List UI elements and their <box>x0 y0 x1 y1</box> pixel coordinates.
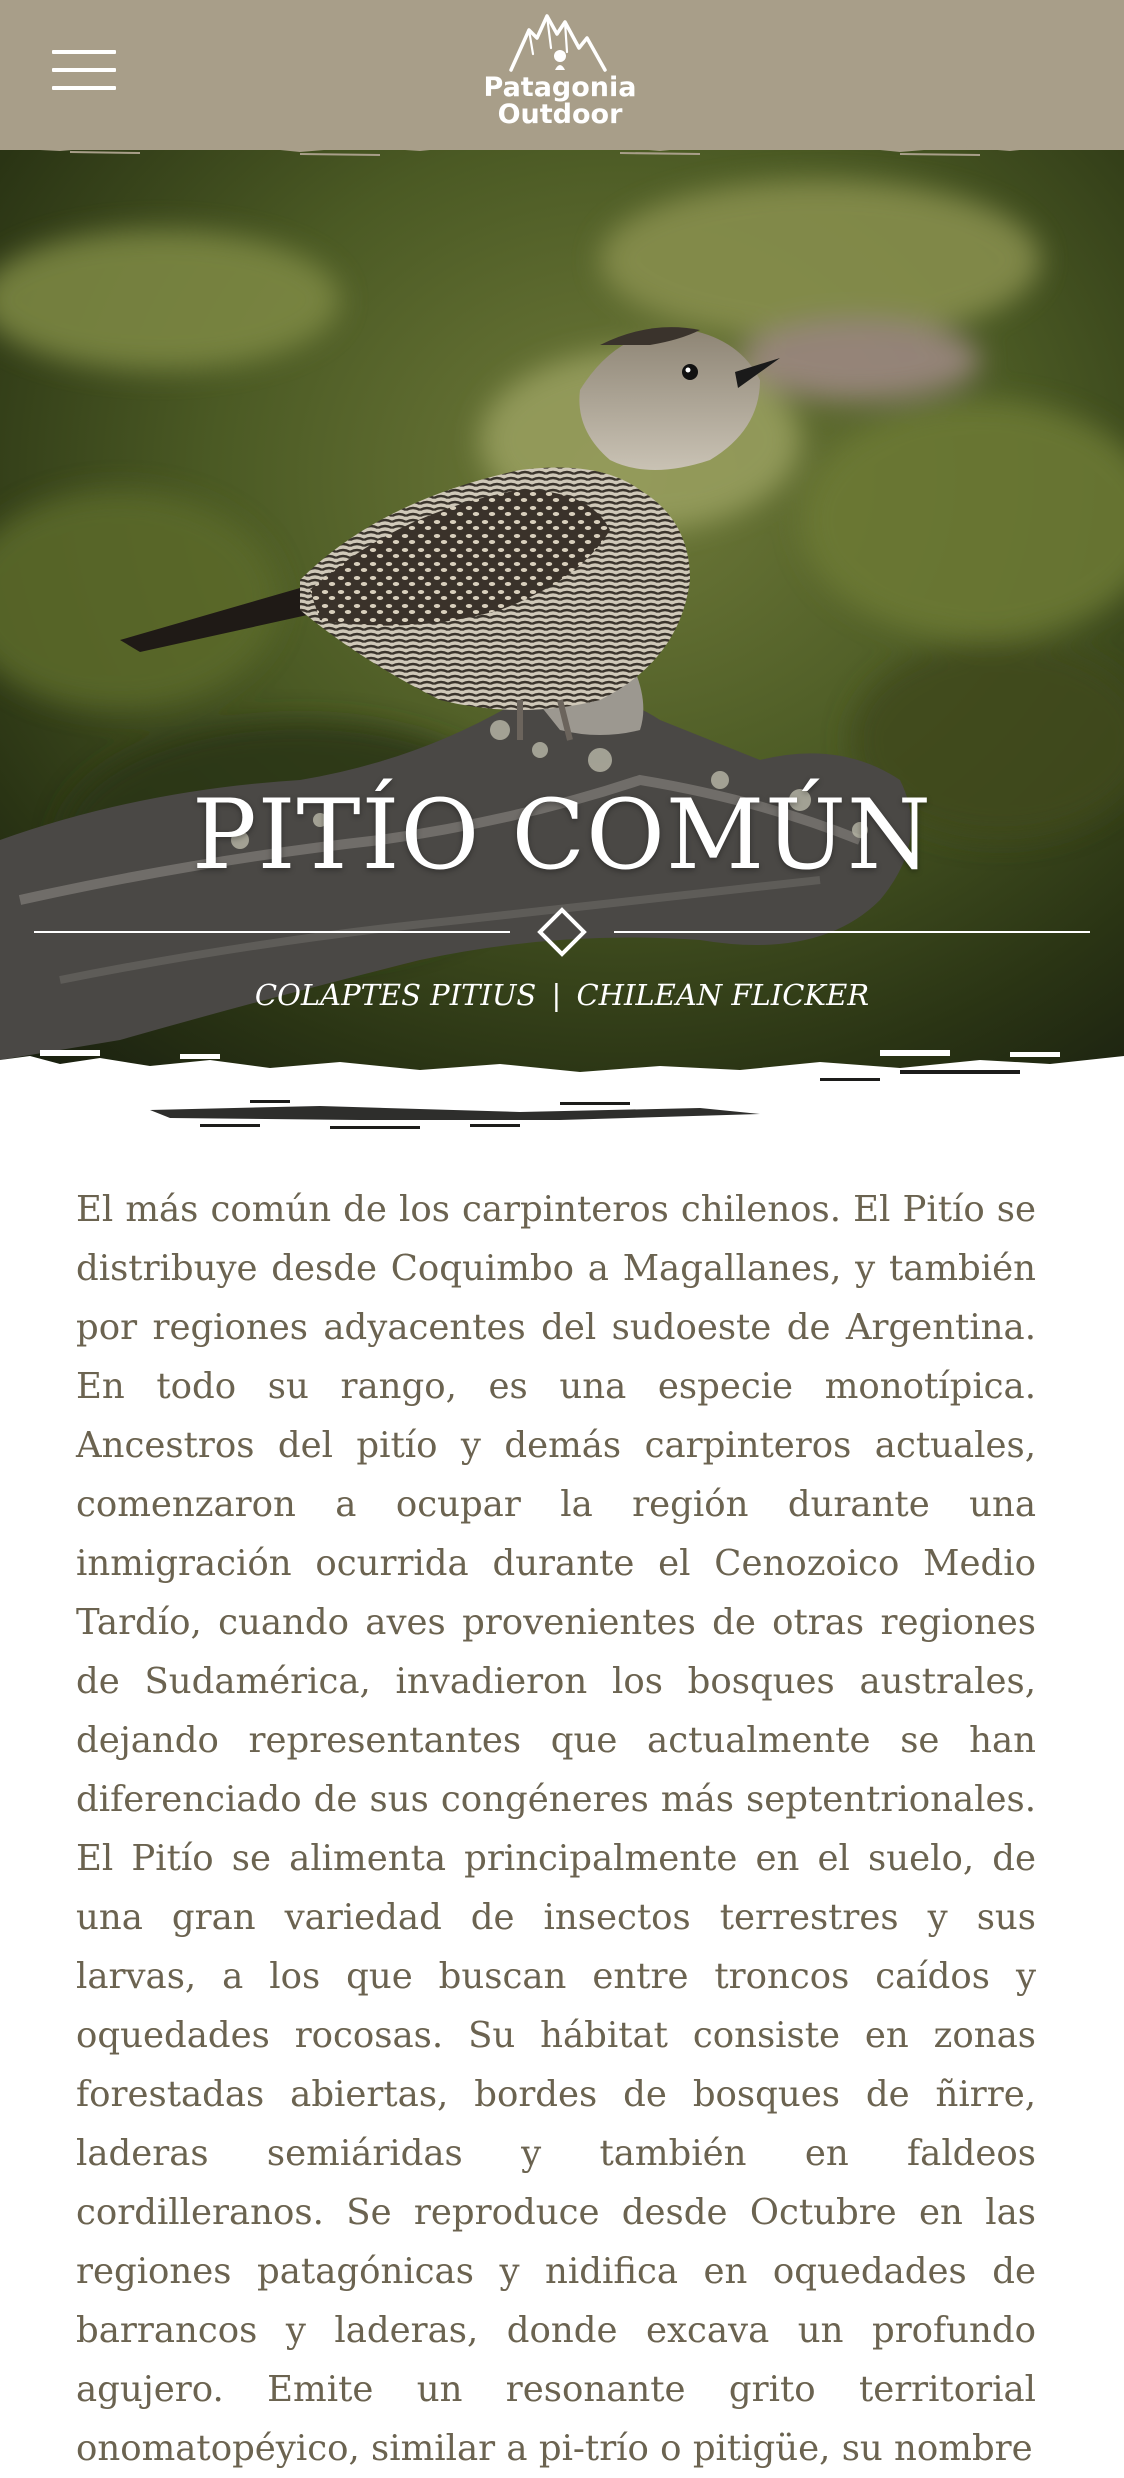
patagonia-outdoor-logo[interactable] <box>480 8 640 130</box>
species-description: El más común de los carpinteros chilenos. El Pitío se distribuye desde Coquimbo a Magallanes, y también por regiones adyacentes del sudoeste de Argentina. En todo su rango, es una especie monotípica. Ancestros del pitío y demás carpinteros actuales, comenzaron a ocupar la región durante una inmigración ocurrida durante el Cenozoico Medio Tardío, cuando aves provenientes de otras regiones de Sudamérica, invadieron los bosques australes, dejando representantes que actualmente se han diferenciado de sus congéneres más septentrionales. El Pitío se alimenta principalmente en el suelo, de una gran variedad de insectos terrestres y sus larvas, a los que buscan entre troncos caídos y oquedades rocosas. Su hábitat consiste en zonas forestadas abiertas, bordes de bosques de ñirre, laderas semiáridas y también en faldeos cordilleranos. Se reproduce desde Octubre en las regiones patagónicas y nidifica en oquedades de barrancos y laderas, donde excava un profundo agujero. Emite un resonante grito territorial onomatopéyico, similar a pi-trío o pitigüe, su nombre <box>76 1189 1036 2469</box>
mountain-logo-icon <box>505 8 615 74</box>
hero-image <box>0 140 1124 1100</box>
logo-text-line2: Outdoor <box>497 99 623 130</box>
name-separator: | <box>551 978 562 1012</box>
title-divider <box>0 902 1124 962</box>
scientific-name: COLAPTES PITIUS <box>254 978 537 1012</box>
hamburger-menu-button[interactable] <box>44 40 122 100</box>
hero-brush-edge <box>0 1040 1124 1190</box>
species-subtitle <box>0 978 1124 1012</box>
diamond-ornament-icon <box>540 910 584 954</box>
header-brush-edge <box>0 134 1124 164</box>
species-title: PITÍO COMÚN <box>191 779 933 891</box>
english-name: CHILEAN FLICKER <box>576 978 870 1012</box>
logo-text-line1: Patagonia <box>483 72 637 103</box>
top-header <box>0 0 1124 150</box>
